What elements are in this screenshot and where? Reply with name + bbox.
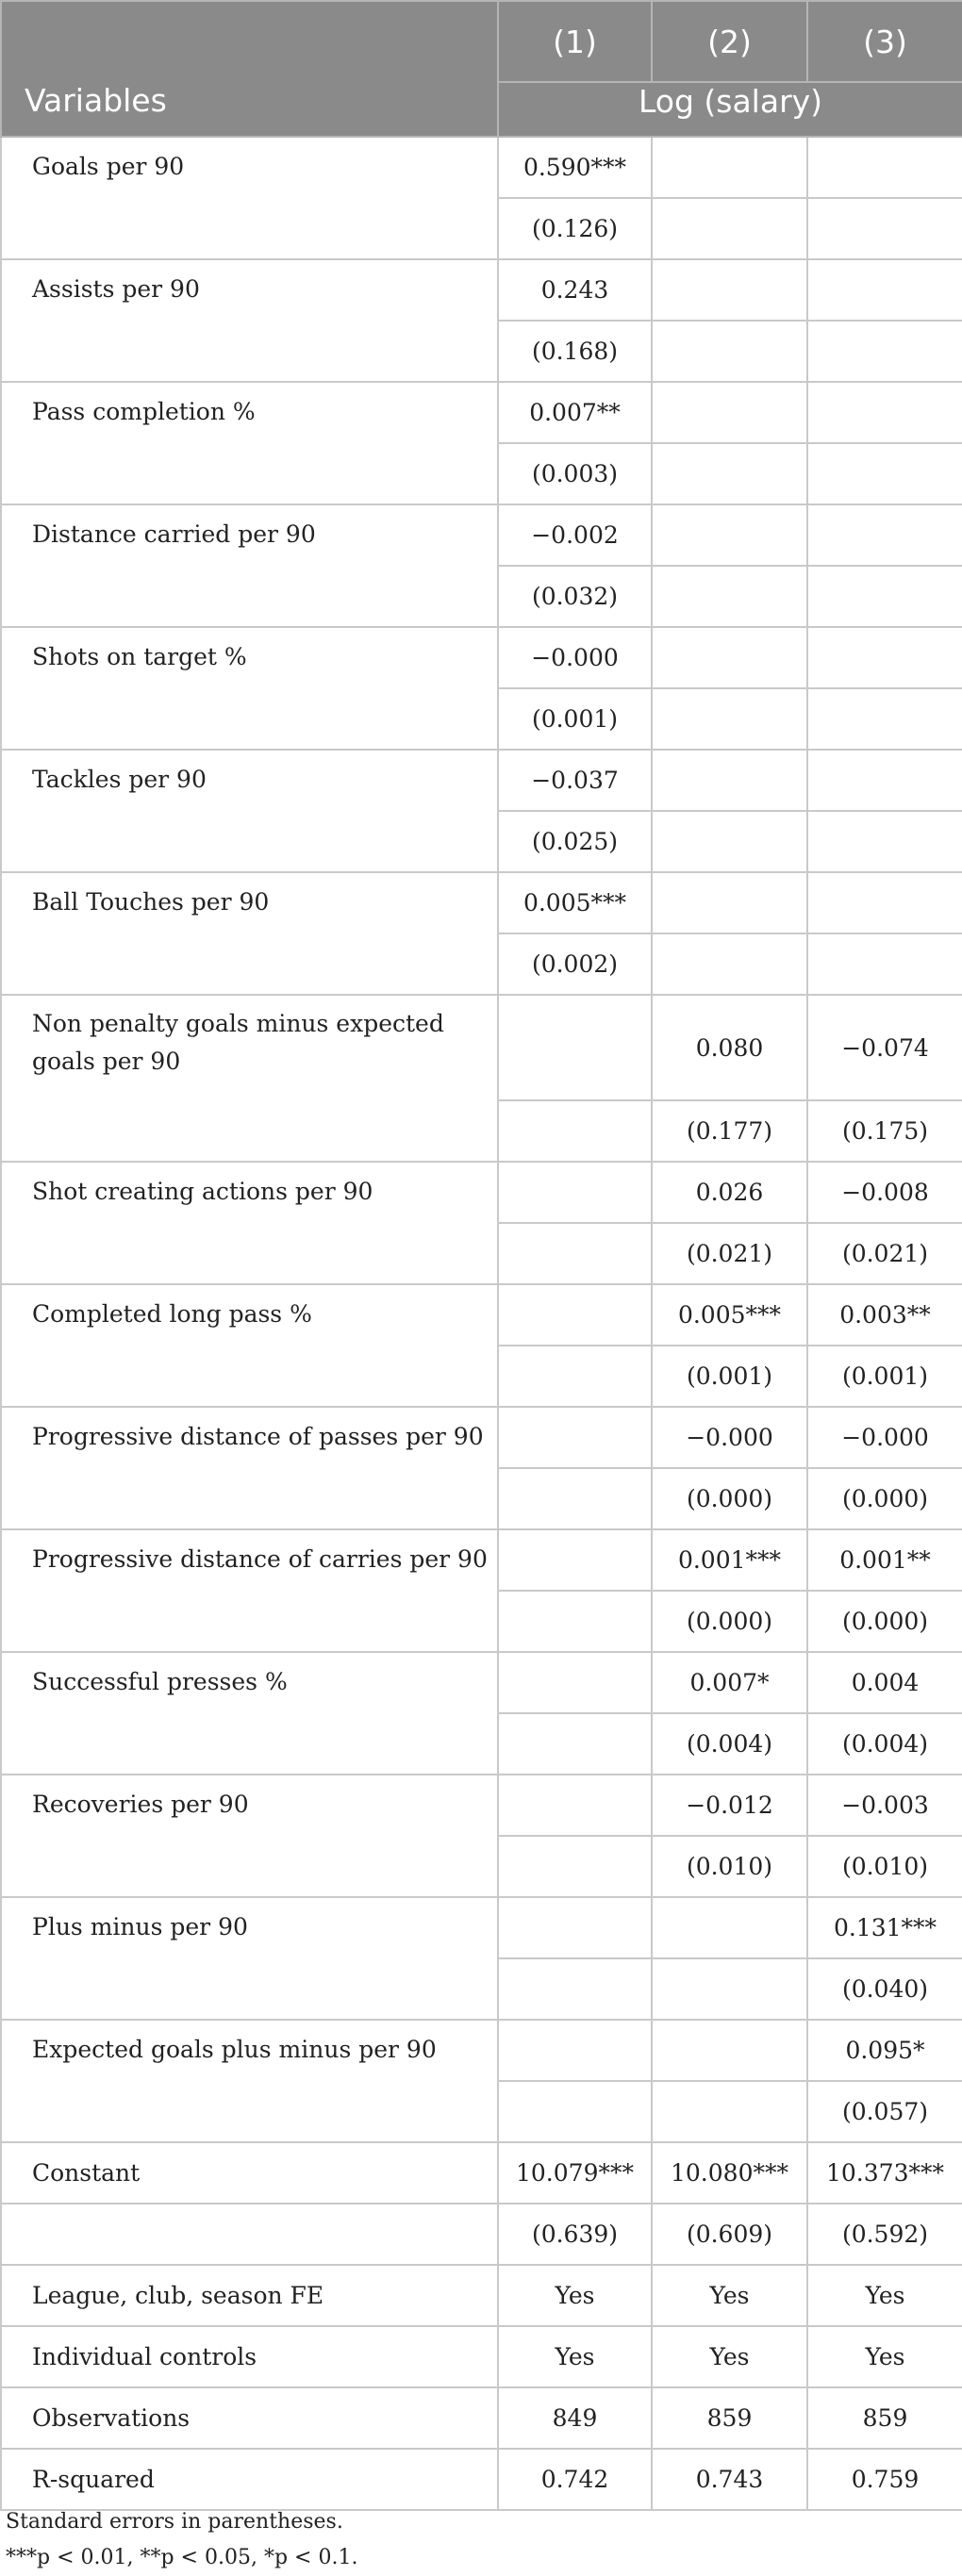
coefficient-cell bbox=[498, 2020, 652, 2081]
standard-error-cell bbox=[807, 198, 962, 259]
coefficient-cell: 10.373*** bbox=[807, 2142, 962, 2204]
standard-error-cell bbox=[498, 1713, 652, 1775]
standard-error-cell: (0.000) bbox=[652, 1468, 807, 1529]
coefficient-cell bbox=[498, 1407, 652, 1468]
coefficient-cell: 0.004 bbox=[807, 1652, 962, 1713]
row-label: Progressive distance of carries per 90 bbox=[1, 1529, 498, 1652]
standard-error-cell: (0.168) bbox=[498, 321, 652, 382]
coefficient-cell bbox=[807, 627, 962, 688]
standard-error-cell bbox=[807, 321, 962, 382]
standard-error-cell bbox=[652, 688, 807, 750]
standard-error-cell bbox=[807, 566, 962, 627]
coefficient-cell: 0.243 bbox=[498, 259, 652, 321]
coefficient-cell: −0.003 bbox=[807, 1775, 962, 1836]
standard-error-cell: (0.175) bbox=[807, 1100, 962, 1162]
coefficient-cell: 0.026 bbox=[652, 1162, 807, 1223]
column-header-1: (1) bbox=[498, 1, 652, 82]
coefficient-cell: −0.037 bbox=[498, 750, 652, 811]
coefficient-cell: −0.000 bbox=[807, 1407, 962, 1468]
row-label: Distance carried per 90 bbox=[1, 504, 498, 627]
standard-error-cell bbox=[652, 933, 807, 995]
summary-value-cell: 859 bbox=[652, 2387, 807, 2449]
row-label: Completed long pass % bbox=[1, 1284, 498, 1407]
summary-value-cell: 0.742 bbox=[498, 2449, 652, 2510]
standard-error-cell: (0.001) bbox=[807, 1346, 962, 1407]
row-label: League, club, season FE bbox=[1, 2265, 498, 2326]
standard-error-cell bbox=[498, 1958, 652, 2020]
table-row-coefficient bbox=[1, 1897, 962, 1958]
row-label: Shot creating actions per 90 bbox=[1, 1162, 498, 1284]
standard-error-cell bbox=[652, 811, 807, 872]
column-header-2: (2) bbox=[652, 1, 807, 82]
summary-value-cell: Yes bbox=[652, 2265, 807, 2326]
coefficient-cell bbox=[807, 137, 962, 198]
row-label: R-squared bbox=[1, 2449, 498, 2510]
coefficient-cell: 0.001** bbox=[807, 1529, 962, 1591]
coefficient-cell: 0.001*** bbox=[652, 1529, 807, 1591]
row-label: Recoveries per 90 bbox=[1, 1775, 498, 1897]
coefficient-cell bbox=[652, 382, 807, 443]
standard-error-cell: (0.032) bbox=[498, 566, 652, 627]
coefficient-cell: −0.000 bbox=[652, 1407, 807, 1468]
row-label: Observations bbox=[1, 2387, 498, 2449]
standard-error-cell: (0.126) bbox=[498, 198, 652, 259]
standard-error-cell: (0.000) bbox=[807, 1468, 962, 1529]
row-label: Non penalty goals minus expected goals per 90 bbox=[1, 995, 498, 1162]
standard-error-cell: (0.592) bbox=[807, 2204, 962, 2265]
table-row-coefficient bbox=[1, 1284, 962, 1346]
coefficient-cell bbox=[807, 382, 962, 443]
table-row-coefficient bbox=[1, 995, 962, 1100]
row-label: Shots on target % bbox=[1, 627, 498, 750]
coefficient-cell: 10.080*** bbox=[652, 2142, 807, 2204]
standard-error-cell: (0.040) bbox=[807, 1958, 962, 2020]
coefficient-cell bbox=[498, 1652, 652, 1713]
coefficient-cell bbox=[652, 872, 807, 933]
row-label: Expected goals plus minus per 90 bbox=[1, 2020, 498, 2142]
summary-value-cell: Yes bbox=[807, 2326, 962, 2387]
coefficient-cell bbox=[807, 872, 962, 933]
coefficient-cell: 0.005*** bbox=[652, 1284, 807, 1346]
standard-error-cell bbox=[498, 1223, 652, 1284]
row-label: Progressive distance of passes per 90 bbox=[1, 1407, 498, 1529]
table-row-coefficient bbox=[1, 1529, 962, 1591]
table-header bbox=[1, 1, 962, 137]
table-body bbox=[1, 137, 962, 2510]
table-row-coefficient bbox=[1, 1652, 962, 1713]
coefficient-cell: −0.008 bbox=[807, 1162, 962, 1223]
row-label: Pass completion % bbox=[1, 382, 498, 504]
coefficient-cell: −0.074 bbox=[807, 995, 962, 1100]
standard-error-cell bbox=[498, 1468, 652, 1529]
table-row-coefficient bbox=[1, 1407, 962, 1468]
notes-line-1: Standard errors in parentheses. bbox=[6, 2510, 343, 2534]
standard-error-cell: (0.057) bbox=[807, 2081, 962, 2142]
standard-error-cell: (0.025) bbox=[498, 811, 652, 872]
standard-error-cell: (0.010) bbox=[807, 1836, 962, 1897]
standard-error-cell: (0.004) bbox=[652, 1713, 807, 1775]
standard-error-cell: (0.177) bbox=[652, 1100, 807, 1162]
coefficient-cell: 0.080 bbox=[652, 995, 807, 1100]
coefficient-cell: 0.003** bbox=[807, 1284, 962, 1346]
standard-error-cell: (0.003) bbox=[498, 443, 652, 504]
standard-error-cell bbox=[498, 1591, 652, 1652]
standard-error-cell: (0.002) bbox=[498, 933, 652, 995]
table-row-summary bbox=[1, 2449, 962, 2510]
standard-error-cell bbox=[652, 566, 807, 627]
table-row-coefficient bbox=[1, 1775, 962, 1836]
coefficient-cell bbox=[498, 1162, 652, 1223]
standard-error-cell bbox=[652, 2081, 807, 2142]
coefficient-cell: 0.590*** bbox=[498, 137, 652, 198]
summary-value-cell: Yes bbox=[498, 2326, 652, 2387]
standard-error-cell: (0.609) bbox=[652, 2204, 807, 2265]
coefficient-cell bbox=[807, 504, 962, 566]
row-label-empty bbox=[1, 2204, 498, 2265]
coefficient-cell: 0.131*** bbox=[807, 1897, 962, 1958]
coefficient-cell bbox=[498, 995, 652, 1100]
coefficient-cell: 10.079*** bbox=[498, 2142, 652, 2204]
coefficient-cell: 0.007** bbox=[498, 382, 652, 443]
standard-error-cell bbox=[807, 811, 962, 872]
coefficient-cell bbox=[652, 259, 807, 321]
standard-error-cell: (0.021) bbox=[807, 1223, 962, 1284]
standard-error-cell bbox=[652, 1958, 807, 2020]
standard-error-cell bbox=[498, 1836, 652, 1897]
coefficient-cell bbox=[652, 627, 807, 688]
coefficient-cell bbox=[807, 750, 962, 811]
dependent-variable-header: Log (salary) bbox=[498, 82, 962, 137]
coefficient-cell: −0.002 bbox=[498, 504, 652, 566]
coefficient-cell: 0.007* bbox=[652, 1652, 807, 1713]
table-row-coefficient bbox=[1, 137, 962, 198]
standard-error-cell bbox=[807, 443, 962, 504]
coefficient-cell bbox=[498, 1897, 652, 1958]
table-row-coefficient bbox=[1, 259, 962, 321]
summary-value-cell: Yes bbox=[807, 2265, 962, 2326]
coefficient-cell bbox=[652, 2020, 807, 2081]
table-row-constant-se bbox=[1, 2204, 962, 2265]
coefficient-cell bbox=[498, 1529, 652, 1591]
standard-error-cell bbox=[498, 1346, 652, 1407]
row-label: Plus minus per 90 bbox=[1, 1897, 498, 2020]
summary-value-cell: 0.759 bbox=[807, 2449, 962, 2510]
standard-error-cell: (0.639) bbox=[498, 2204, 652, 2265]
coefficient-cell: −0.012 bbox=[652, 1775, 807, 1836]
row-label: Constant bbox=[1, 2142, 498, 2204]
table-row-summary bbox=[1, 2326, 962, 2387]
coefficient-cell bbox=[652, 504, 807, 566]
coefficient-cell: 0.005*** bbox=[498, 872, 652, 933]
row-label: Successful presses % bbox=[1, 1652, 498, 1775]
standard-error-cell bbox=[652, 321, 807, 382]
table-row-coefficient bbox=[1, 627, 962, 688]
table-row-coefficient bbox=[1, 1162, 962, 1223]
table-row-coefficient bbox=[1, 750, 962, 811]
standard-error-cell bbox=[807, 933, 962, 995]
coefficient-cell bbox=[652, 1897, 807, 1958]
row-label: Tackles per 90 bbox=[1, 750, 498, 872]
summary-value-cell: Yes bbox=[498, 2265, 652, 2326]
variables-header: Variables bbox=[1, 82, 498, 137]
standard-error-cell bbox=[807, 688, 962, 750]
coefficient-cell bbox=[807, 259, 962, 321]
standard-error-cell: (0.010) bbox=[652, 1836, 807, 1897]
standard-error-cell bbox=[652, 198, 807, 259]
coefficient-cell: 0.095* bbox=[807, 2020, 962, 2081]
standard-error-cell: (0.021) bbox=[652, 1223, 807, 1284]
summary-value-cell: 849 bbox=[498, 2387, 652, 2449]
table-row-constant bbox=[1, 2142, 962, 2204]
standard-error-cell bbox=[652, 443, 807, 504]
standard-error-cell: (0.004) bbox=[807, 1713, 962, 1775]
table-row-coefficient bbox=[1, 504, 962, 566]
table-notes bbox=[6, 2504, 357, 2576]
column-header-3: (3) bbox=[807, 1, 962, 82]
standard-error-cell bbox=[498, 1100, 652, 1162]
standard-error-cell: (0.000) bbox=[652, 1591, 807, 1652]
header-blank-cell bbox=[1, 1, 498, 82]
summary-value-cell: Yes bbox=[652, 2326, 807, 2387]
row-label: Individual controls bbox=[1, 2326, 498, 2387]
coefficient-cell bbox=[652, 750, 807, 811]
coefficient-cell bbox=[498, 1775, 652, 1836]
coefficient-cell bbox=[652, 137, 807, 198]
row-label: Assists per 90 bbox=[1, 259, 498, 382]
table-row-coefficient bbox=[1, 2020, 962, 2081]
summary-value-cell: 0.743 bbox=[652, 2449, 807, 2510]
standard-error-cell bbox=[498, 2081, 652, 2142]
standard-error-cell: (0.001) bbox=[498, 688, 652, 750]
summary-value-cell: 859 bbox=[807, 2387, 962, 2449]
table-row-summary bbox=[1, 2265, 962, 2326]
coefficient-cell: −0.000 bbox=[498, 627, 652, 688]
table-row-coefficient bbox=[1, 872, 962, 933]
row-label: Ball Touches per 90 bbox=[1, 872, 498, 995]
row-label: Goals per 90 bbox=[1, 137, 498, 259]
table-row-summary bbox=[1, 2387, 962, 2449]
table-row-coefficient bbox=[1, 382, 962, 443]
standard-error-cell: (0.001) bbox=[652, 1346, 807, 1407]
standard-error-cell: (0.000) bbox=[807, 1591, 962, 1652]
coefficient-cell bbox=[498, 1284, 652, 1346]
notes-line-2: ***p < 0.01, **p < 0.05, *p < 0.1. bbox=[6, 2546, 358, 2569]
